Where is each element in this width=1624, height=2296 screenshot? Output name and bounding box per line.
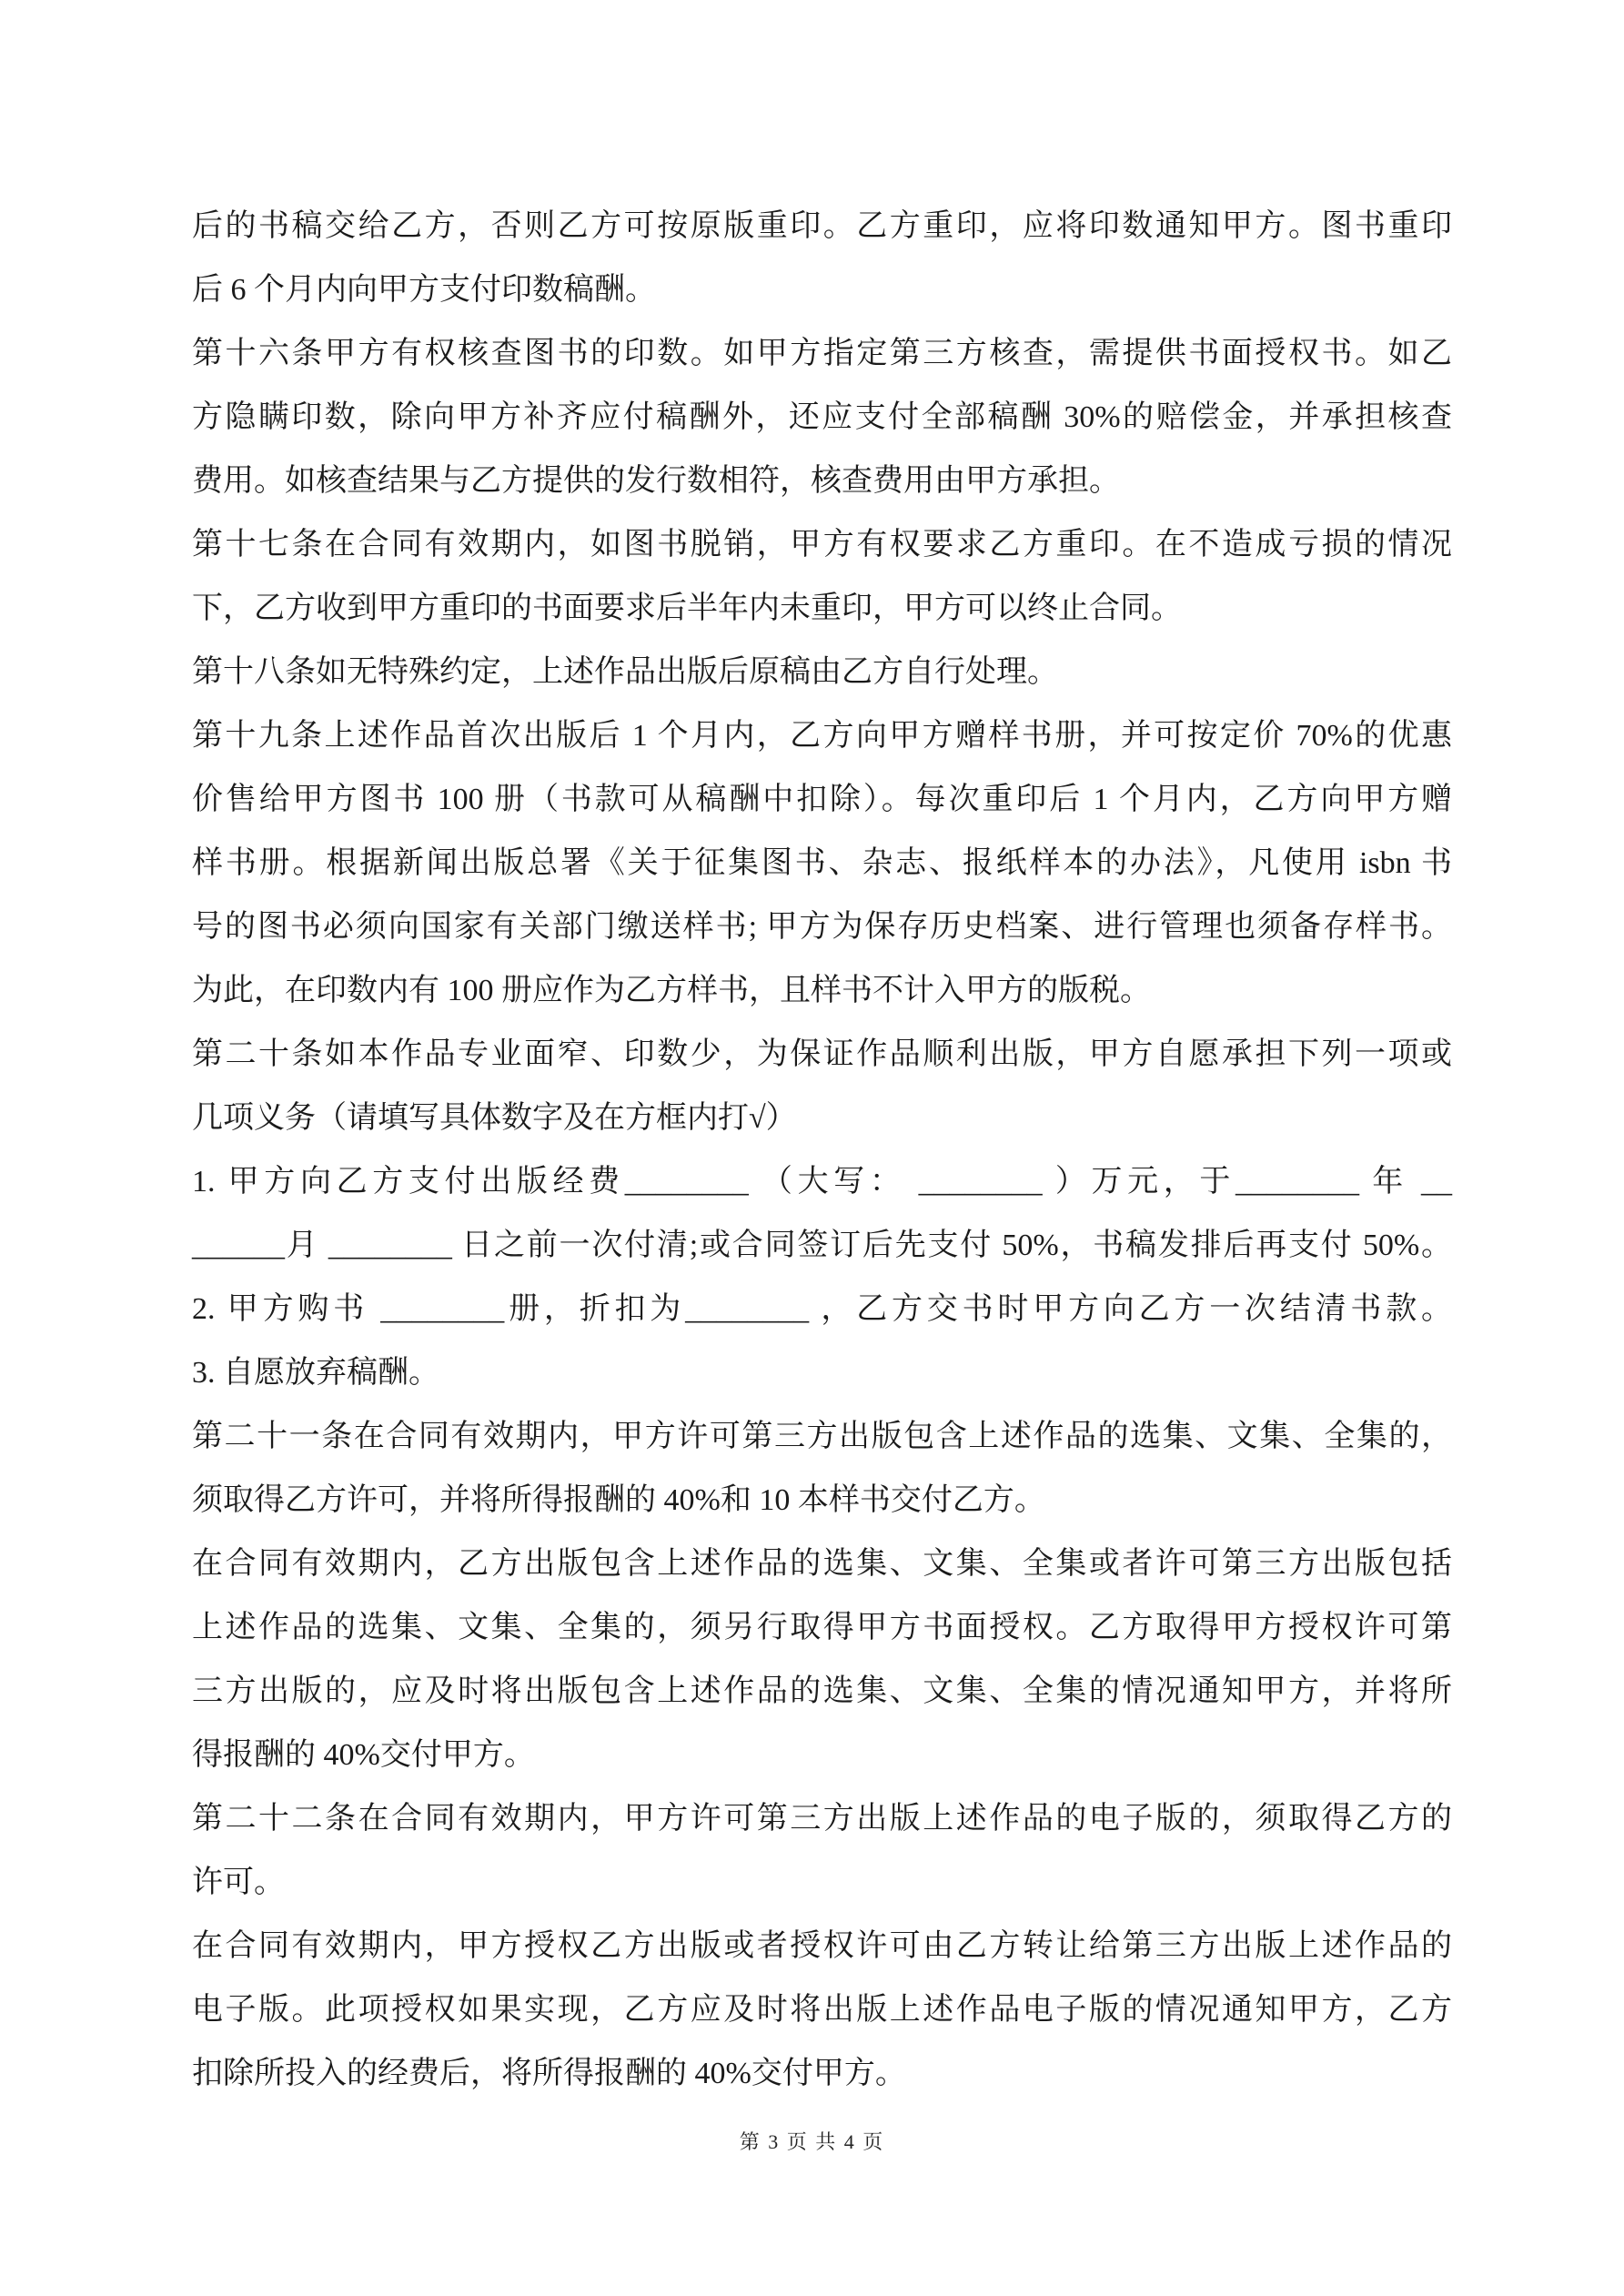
document-line: 第二十一条在合同有效期内，甲方许可第三方出版包含上述作品的选集、文集、全集的，: [192, 1420, 1452, 1453]
document-line: 费用。如核查结果与乙方提供的发行数相符，核查费用由甲方承担。: [192, 464, 1120, 498]
document-line: 得报酬的 40%交付甲方。: [192, 1738, 535, 1772]
document-line: 下，乙方收到甲方重印的书面要求后半年内未重印，甲方可以终止合同。: [192, 592, 1182, 625]
document-line-fill-in: 1. 甲方向乙方支付出版经费________ （大写： ________ ）万元，于________ 年 __: [192, 1165, 1452, 1199]
document-line: 在合同有效期内，乙方出版包含上述作品的选集、文集、全集或者许可第三方出版包括: [192, 1547, 1452, 1581]
document-line: 方隐瞒印数，除向甲方补齐应付稿酬外，还应支付全部稿酬 30%的赔偿金，并承担核查: [192, 400, 1452, 434]
document-line: 第十六条甲方有权核查图书的印数。如甲方指定第三方核查，需提供书面授权书。如乙: [192, 337, 1452, 370]
document-line: 后的书稿交给乙方，否则乙方可按原版重印。乙方重印，应将印数通知甲方。图书重印: [192, 209, 1452, 243]
document-line: 样书册。根据新闻出版总署《关于征集图书、杂志、报纸样本的办法》，凡使用 isbn 书: [192, 846, 1452, 880]
document-line-fill-in: 2. 甲方购书 ________册，折扣为________ ，乙方交书时甲方向乙方一次结清书款。: [192, 1292, 1452, 1326]
document-line: 价售给甲方图书 100 册（书款可从稿酬中扣除）。每次重印后 1 个月内，乙方向甲方赠: [192, 783, 1452, 816]
document-line: 第二十条如本作品专业面窄、印数少，为保证作品顺利出版，甲方自愿承担下列一项或: [192, 1037, 1452, 1071]
document-line: 后 6 个月内向甲方支付印数稿酬。: [192, 273, 656, 307]
document-line: 电子版。此项授权如果实现，乙方应及时将出版上述作品电子版的情况通知甲方，乙方: [192, 1993, 1452, 2027]
document-line: 须取得乙方许可，并将所得报酬的 40%和 10 本样书交付乙方。: [192, 1483, 1045, 1517]
document-line: 第二十二条在合同有效期内，甲方许可第三方出版上述作品的电子版的，须取得乙方的: [192, 1802, 1452, 1836]
document-line: 在合同有效期内，甲方授权乙方出版或者授权许可由乙方转让给第三方出版上述作品的: [192, 1929, 1452, 1963]
document-line: 第十八条如无特殊约定，上述作品出版后原稿由乙方自行处理。: [192, 655, 1058, 689]
document-line: 3. 自愿放弃稿酬。: [192, 1356, 439, 1390]
document-line: 上述作品的选集、文集、全集的，须另行取得甲方书面授权。乙方取得甲方授权许可第: [192, 1611, 1452, 1644]
document-line: 许可。: [192, 1866, 285, 1899]
document-line-fill-in: ______月 ________ 日之前一次付清;或合同签订后先支付 50%，书稿发排后再支付 50%。: [192, 1229, 1452, 1262]
document-line: 几项义务（请填写具体数字及在方框内打√）: [192, 1101, 797, 1135]
document-line: 第十九条上述作品首次出版后 1 个月内，乙方向甲方赠样书册，并可按定价 70%的优惠: [192, 719, 1452, 753]
contract-body-text: [192, 195, 1452, 2106]
page-number-footer: 第 3 页 共 4 页: [739, 2130, 885, 2153]
document-line: 三方出版的，应及时将出版包含上述作品的选集、文集、全集的情况通知甲方，并将所: [192, 1674, 1452, 1708]
document-line: 第十七条在合同有效期内，如图书脱销，甲方有权要求乙方重印。在不造成亏损的情况: [192, 528, 1452, 561]
document-line: 扣除所投入的经费后，将所得报酬的 40%交付甲方。: [192, 2057, 906, 2090]
document-line: 号的图书必须向国家有关部门缴送样书; 甲方为保存历史档案、进行管理也须备存样书。: [192, 910, 1452, 944]
document-line: 为此，在印数内有 100 册应作为乙方样书，且样书不计入甲方的版税。: [192, 974, 1151, 1007]
